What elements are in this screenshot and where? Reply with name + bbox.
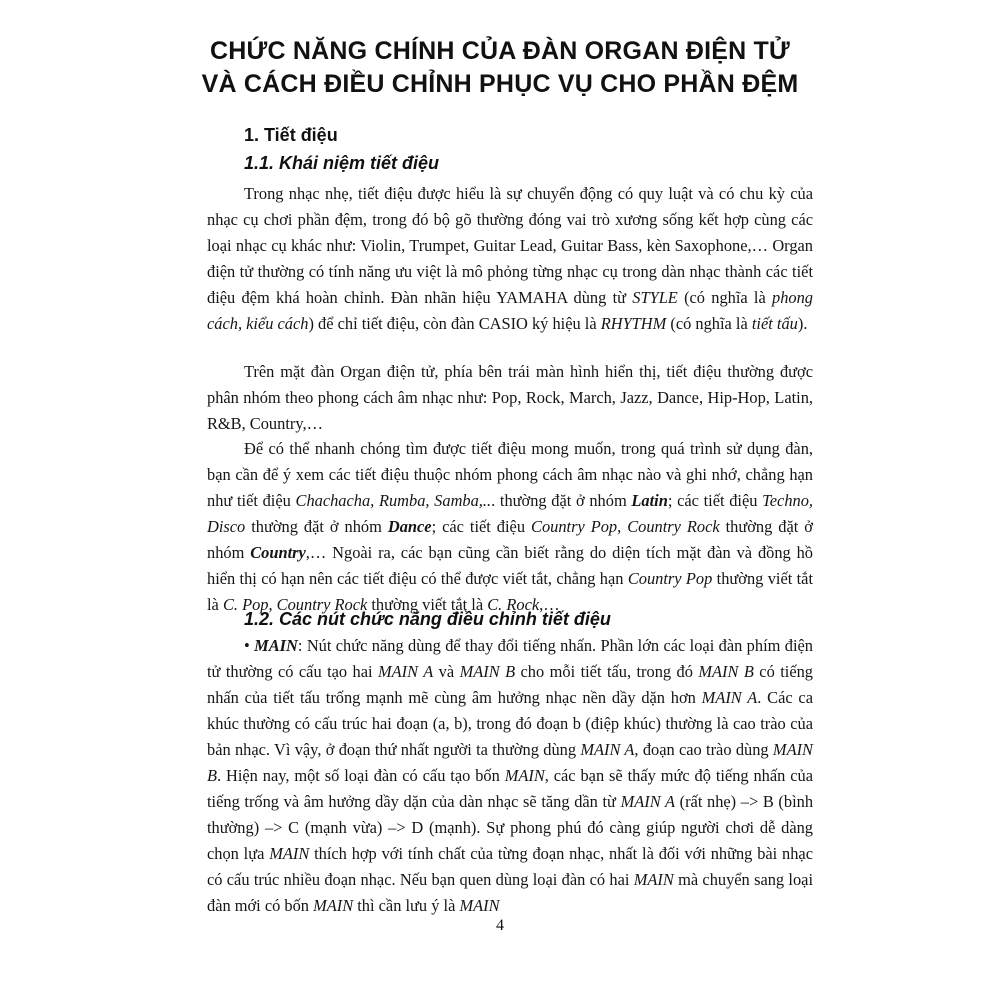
- page-number: 4: [496, 917, 504, 934]
- paragraph-definition: Trong nhạc nhẹ, tiết điệu được hiểu là sự chuyển động có quy luật và có chu kỳ của nhạc cụ chơi phần đệm, trong đó bộ gõ thường đóng vai trò xương sống kết hợp cùng các loại nhạc cụ khác như: Violin, Trumpet, Guitar Lead, Guitar Bass, kèn Saxophone,… Organ điện tử thường có tính năng ưu việt là mô phỏng từng nhạc cụ trong dàn nhạc thành các tiết điệu đệm khá hoàn chỉnh. Đàn nhãn hiệu YAMAHA dùng từ STYLE (có nghĩa là phong cách, kiểu cách) để chỉ tiết điệu, còn đàn CASIO ký hiệu là RHYTHM (có nghĩa là tiết tấu).: [207, 184, 813, 333]
- paragraph-main-button: • MAIN: Nút chức năng dùng để thay đổi tiếng nhấn. Phần lớn các loại đàn phím điện tử thường có cấu tạo hai MAIN A và MAIN B cho mỗi tiết tấu, trong đó MAIN B có tiếng nhấn của tiết tấu trống mạnh mẽ cùng âm hưởng nhạc nền dầy dặn hơn MAIN A. Các ca khúc thường có cấu trúc hai đoạn (a, b), trong đó đoạn b (điệp khúc) thường là cao trào của bản nhạc. Vì vậy, ở đoạn thứ nhất người ta thường dùng MAIN A, đoạn cao trào dùng MAIN B. Hiện nay, một số loại đàn có cấu tạo bốn MAIN, các bạn sẽ thấy mức độ tiếng nhấn của tiếng trống và âm hưởng dầy dặn của dàn nhạc sẽ tăng dần từ MAIN A (rất nhẹ) –> B (bình thường) –> C (mạnh vừa) –> D (mạnh). Sự phong phú đó càng giúp người chơi dễ dàng chọn lựa MAIN thích hợp với tính chất của từng đoạn nhạc, nhất là đối với những bài nhạc có cấu trúc nhiều đoạn nhạc. Nếu bạn quen dùng loại đàn có hai MAIN mà chuyển sang loại đàn mới có bốn MAIN thì cần lưu ý là MAIN: [207, 636, 814, 915]
- subsection-heading-1-2: 1.2. Các nút chức năng điều chỉnh tiết điệu: [244, 609, 611, 629]
- section-heading: 1. Tiết điệu: [244, 125, 338, 145]
- page-title-line-1: CHỨC NĂNG CHÍNH CỦA ĐÀN ORGAN ĐIỆN TỬ: [210, 37, 790, 65]
- subsection-heading-1-1: 1.1. Khái niệm tiết điệu: [244, 153, 440, 173]
- paragraph-finding-styles: Để có thể nhanh chóng tìm được tiết điệu mong muốn, trong quá trình sử dụng đàn, bạn cần để ý xem các tiết điệu thuộc nhóm phong cách âm nhạc nào và ghi nhớ, chẳng hạn như tiết điệu Chachacha, Rumba, Samba,... thường đặt ở nhóm Latin; các tiết điệu Techno, Disco thường đặt ở nhóm Dance; các tiết điệu Country Pop, Country Rock thường đặt ở nhóm Country,… Ngoài ra, các bạn cũng cần biết rằng do diện tích mặt đàn và đồng hồ hiển thị có hạn nên các tiết điệu có thể được viết tắt, chẳng hạn Country Pop thường viết tắt là C. Pop, Country Rock thường viết tắt là C. Rock,…: [207, 439, 814, 614]
- page-title-line-2: VÀ CÁCH ĐIỀU CHỈNH PHỤC VỤ CHO PHẦN ĐỆM: [201, 70, 799, 98]
- bullet-icon: •: [244, 636, 250, 655]
- paragraph-style-groups: Trên mặt đàn Organ điện tử, phía bên trái màn hình hiển thị, tiết điệu thường được phân nhóm theo phong cách âm nhạc như: Pop, Rock, March, Jazz, Dance, Hip-Hop, Latin, R&B, Country,…: [207, 362, 813, 433]
